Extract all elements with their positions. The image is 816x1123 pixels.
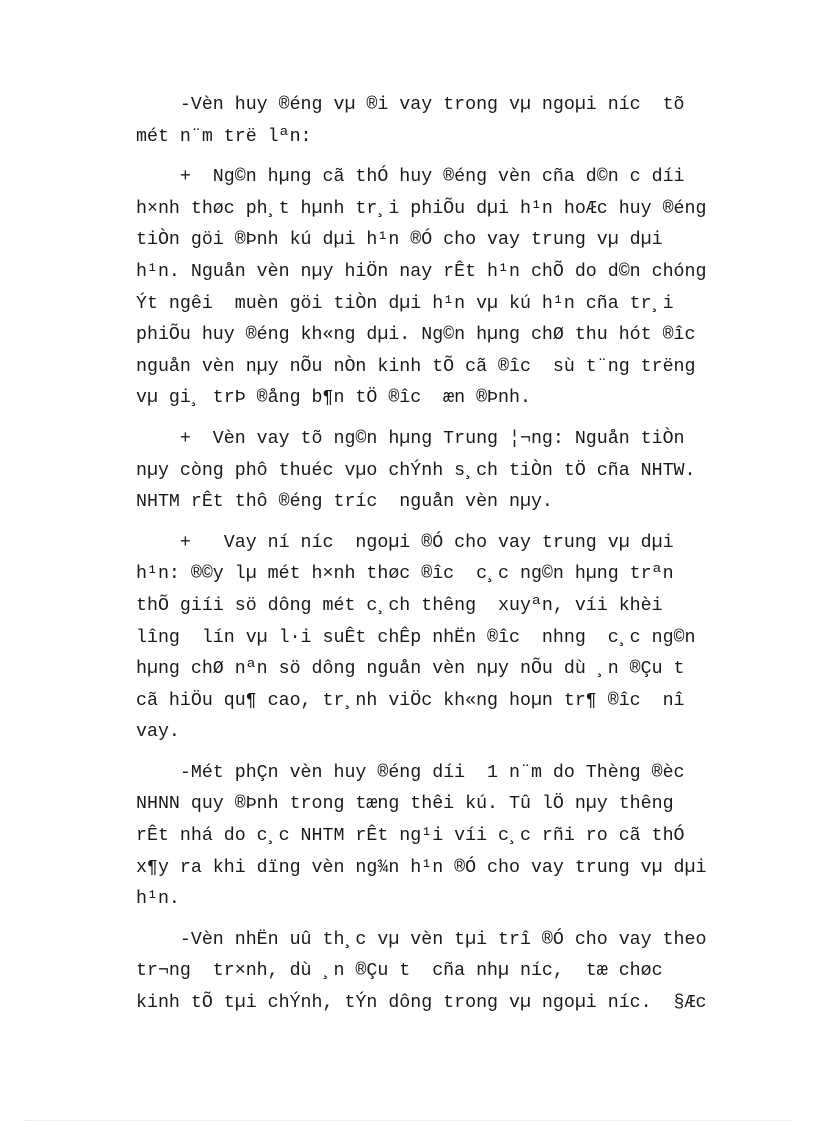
text-line: + Ng©n hµng cã thÓ huy ®éng vèn cña d©n c díi — [136, 167, 685, 188]
paragraph — [136, 528, 741, 749]
text-line: vay. — [136, 722, 180, 743]
text-line: tr¬ng tr×nh, dù ¸n ®Çu t cña nhµ níc, tæ chøc — [136, 961, 663, 982]
paragraph — [136, 758, 741, 916]
text-line: h×nh thøc ph¸t hµnh tr¸i phiÕu dµi h¹n hoÆc huy ®éng — [136, 198, 707, 219]
text-line: NHNN quy ®Þnh trong tæng thêi kú. Tû lÖ nµy thêng — [136, 794, 674, 815]
text-line: -Vèn huy ®éng vµ ®i vay trong vµ ngoµi níc tõ — [136, 95, 685, 115]
text-line: h¹n: ®©y lµ mét h×nh thøc ®îc c¸c ng©n hµng trªn — [136, 564, 674, 585]
text-line: cã hiÖu qu¶ cao, tr¸nh viÖc kh«ng hoµn tr¶ ®îc nî — [136, 690, 685, 711]
text-line: h¹n. Nguån vèn nµy hiÖn nay rÊt h¹n chÕ do d©n chóng — [136, 261, 707, 282]
text-line: thÕ giíi sö dông mét c¸ch thêng xuyªn, víi khèi — [136, 595, 663, 616]
text-line: -Vèn nhËn uû th¸c vµ vèn tµi trî ®Ó cho vay theo — [136, 929, 707, 950]
text-line: + Vèn vay tõ ng©n hµng Trung ¦¬ng: Nguån tiÒn — [136, 428, 685, 449]
text-line: tiÒn göi ®Þnh kú dµi h¹n ®Ó cho vay trung vµ dµi — [136, 230, 663, 251]
page-bottom-rule — [24, 1120, 792, 1121]
text-line: Ýt ngêi muèn göi tiÒn dµi h¹n vµ kú h¹n cña tr¸i — [136, 293, 674, 314]
text-line: NHTM rÊt thô ®éng tríc nguån vèn nµy. — [136, 492, 553, 513]
body-text — [136, 90, 741, 1029]
paragraph — [136, 424, 741, 519]
text-line: vµ gi¸ trÞ ®ång b¶n tÖ ®îc æn ®Þnh. — [136, 388, 531, 409]
text-line: h¹n. — [136, 889, 180, 910]
text-line: nµy còng phô thuéc vµo chÝnh s¸ch tiÒn tÖ cña NHTW. — [136, 460, 696, 481]
paragraph — [136, 925, 741, 1020]
text-line: x¶y ra khi dïng vèn ng¾n h¹n ®Ó cho vay trung vµ dµi — [136, 857, 707, 878]
text-line: -Mét phÇn vèn huy ®éng díi 1 n¨m do Thèng ®èc — [136, 762, 685, 783]
paragraph — [136, 162, 741, 415]
text-line: lîng lín vµ l·i suÊt chÊp nhËn ®îc nhng c¸c ng©n — [136, 627, 696, 648]
paragraph — [136, 90, 741, 153]
text-line: + Vay ní níc ngoµi ®Ó cho vay trung vµ dµi — [136, 532, 674, 553]
text-line: nguån vèn nµy nÕu nÒn kinh tÕ cã ®îc sù t¨ng trëng — [136, 356, 696, 377]
text-line: rÊt nhá do c¸c NHTM rÊt ng¹i víi c¸c rñi ro cã thÓ — [136, 826, 685, 847]
text-line: hµng chØ nªn sö dông nguån vèn nµy nÕu dù ¸n ®Çu t — [136, 659, 685, 680]
text-line: phiÕu huy ®éng kh«ng dµi. Ng©n hµng chØ thu hót ®îc — [136, 325, 696, 346]
text-line: kinh tÕ tµi chÝnh, tÝn dông trong vµ ngoµi níc. §Æc — [136, 993, 707, 1014]
text-line: mét n¨m trë lªn: — [136, 126, 312, 147]
